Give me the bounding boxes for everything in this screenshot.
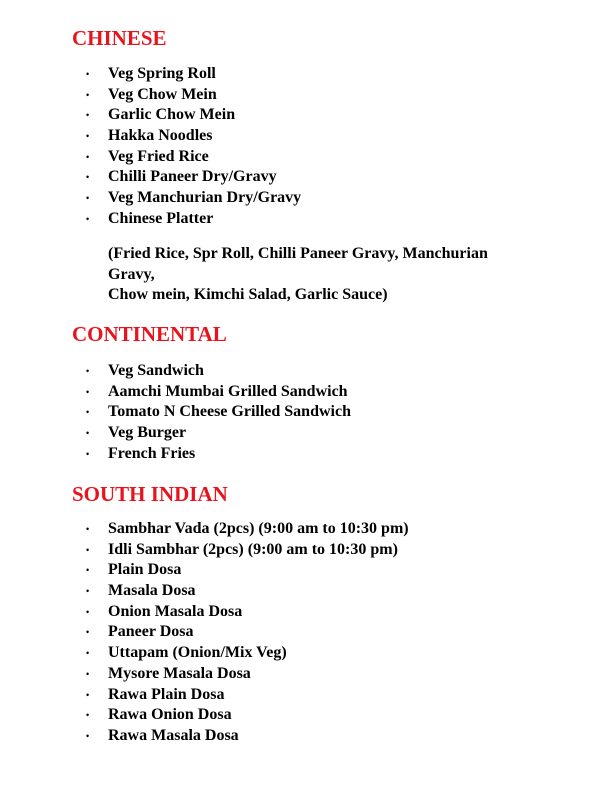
bullet-icon: •: [86, 193, 90, 204]
bullet-icon: •: [86, 565, 90, 576]
chinese-platter-note: [108, 244, 558, 306]
bullet-icon: •: [86, 172, 90, 183]
bullet-icon: •: [86, 407, 90, 418]
bullet-icon: •: [86, 89, 90, 100]
note-line: Chow mein, Kimchi Salad, Garlic Sauce): [108, 286, 388, 304]
bullet-icon: •: [86, 648, 90, 659]
bullet-icon: •: [86, 627, 90, 638]
bullet-icon: •: [86, 131, 90, 142]
bullet-icon: •: [86, 606, 90, 617]
bullet-icon: •: [86, 730, 90, 741]
bullet-icon: •: [86, 386, 90, 397]
bullet-icon: •: [86, 524, 90, 534]
bullet-icon: •: [86, 710, 90, 721]
bullet-icon: •: [86, 586, 90, 597]
bullet-icon: •: [86, 428, 90, 439]
bullet-icon: •: [86, 689, 90, 700]
bullet-icon: •: [86, 110, 90, 121]
note-line: Gravy,: [108, 265, 155, 283]
section-heading-chinese: CHINESE: [72, 26, 167, 50]
menu-page: CHINESE • Veg Spring Roll • Veg Chow Mein • Garlic Chow Mein • Hakka Noodles • Veg Fried Rice • Chilli Paneer Dry/Gravy • Veg Manchurian Dry/Gravy • Chinese Platter (Fried Rice, Spr Roll, Chilli Paneer Gravy, Manchurian Gravy, Chow mein, Kimchi Salad, Garlic Sauce) CONTINENTAL • Veg Sandwich • Aamchi Mumbai Grilled Sandwich • Tomato N Cheese Grilled Sandwich • Veg Burger • French Fries SOUTH INDIAN • Sambhar Vada (2pcs) (9:00 am to 10:30 pm) • Idli Sambhar (2pcs) (9:00 am to 10:30 pm) • Plain Dosa • Masala Dosa • Onion Masala Dosa • Paneer Dosa • Uttapam (Onion/Mix Veg) • Mysore Masala Dosa • Rawa Plain Dosa • Rawa Onion Dosa • Rawa Masala Dosa: [0, 0, 612, 792]
bullet-icon: •: [86, 151, 90, 162]
bullet-icon: •: [86, 213, 90, 224]
bullet-icon: •: [86, 544, 90, 555]
bullet-icon: •: [86, 668, 90, 679]
section-heading-south-indian: SOUTH INDIAN: [72, 482, 228, 506]
bullet-icon: •: [86, 366, 90, 376]
bullet-icon: •: [86, 69, 90, 79]
bullet-icon: •: [86, 448, 90, 459]
note-line: (Fried Rice, Spr Roll, Chilli Paneer Gravy, Manchurian: [108, 245, 488, 262]
section-heading-continental: CONTINENTAL: [72, 322, 227, 346]
